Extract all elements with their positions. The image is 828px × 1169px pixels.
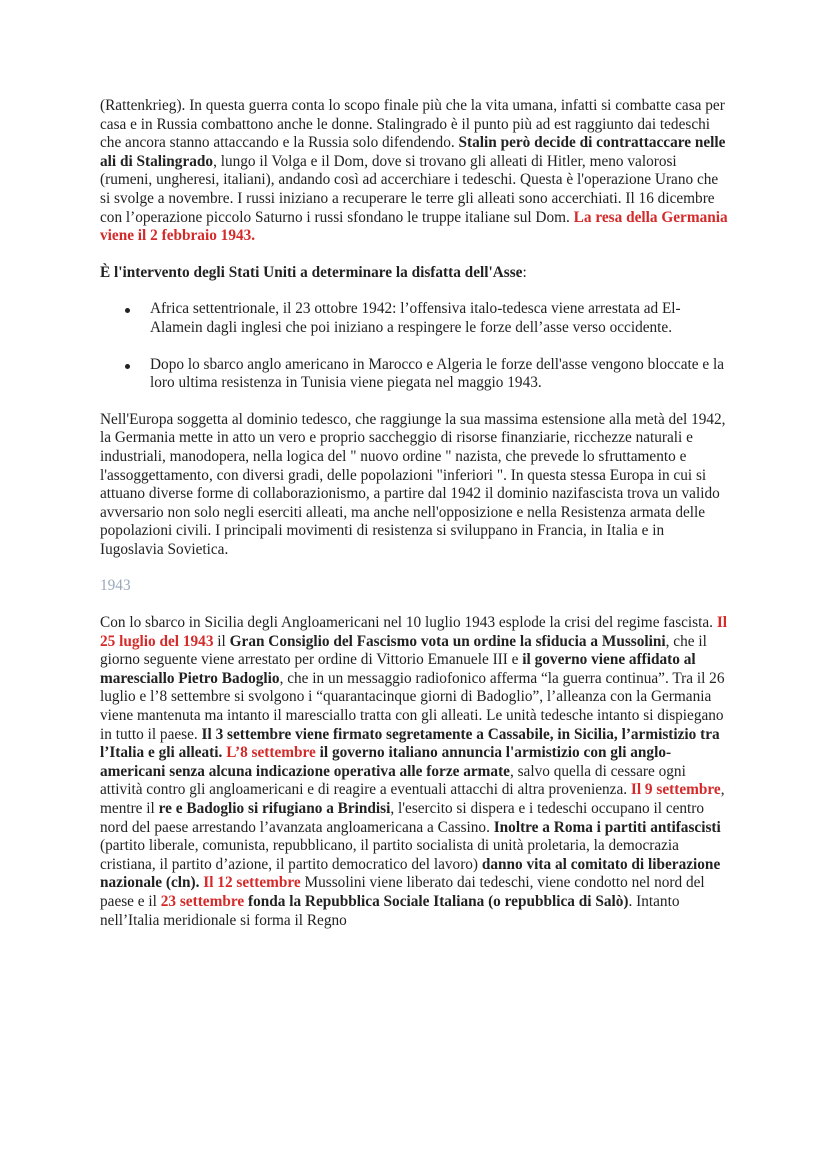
- bold-stalin-counterattack: Stalin però decide di contrattaccare nelle ali di Stalingrado: [100, 134, 726, 170]
- date-highlight: L’8 settembre: [226, 744, 316, 762]
- bold-text: fonda la Repubblica Sociale Italiana (o repubblica di Salò): [247, 892, 629, 910]
- list-item: Dopo lo sbarco anglo americano in Marocco e Algeria le forze dell'asse vengono bloccate e la loro ultima resistenza in Tunisia viene piegata nel maggio 1943.: [100, 356, 730, 393]
- date-highlight: 23 settembre: [160, 892, 245, 910]
- text-segment: , mentre il: [100, 781, 725, 817]
- text-segment: il: [213, 632, 230, 650]
- text-segment: Con lo sbarco in Sicilia degli Angloamericani nel 10 luglio 1943 esplode la crisi del regime fascista.: [100, 614, 717, 632]
- text-segment: , che in un messaggio radiofonico afferma “la guerra continua”. Tra il 26 luglio e l’8 settembre si svolgono i “quarantacinque giorni di Badoglio”, l’alleanza con la Germania viene mantenuta ma intanto il maresciallo tratta con gli alleati. Le unità tedesche intanto si dispiegano in tutto il paese.: [100, 669, 725, 743]
- text-segment: , che il giorno seguente viene arrestato per ordine di Vittorio Emanuele III e: [100, 632, 707, 669]
- date-highlight: Il 25 luglio del 1943: [100, 614, 728, 650]
- bullet-icon: [125, 364, 130, 369]
- document-body: [100, 97, 730, 930]
- list-item: Africa settentrionale, il 23 ottobre 1942: l’offensiva italo-tedesca viene arrestata ad El-Alamein dagli inglesi che poi iniziano a respingere le forze dell’asse verso occidente.: [100, 300, 730, 337]
- heading-usa-intervention: È l'intervento degli Stati Uniti a determinare la disfatta dell'Asse:: [100, 263, 527, 281]
- section-heading-1943: 1943: [100, 577, 131, 595]
- bold-text: Il 3 settembre viene firmato segretamente a Cassabile, in Sicilia, l’armistizio tra l’Italia e gli alleati.: [100, 725, 720, 762]
- text-segment: , salvo quella di cessare ogni attività contro gli angloamericani e di reagire a eventuali attacchi di altra provenienza.: [100, 762, 686, 799]
- date-highlight: Il 12 settembre: [203, 874, 301, 892]
- bold-text: il governo italiano annuncia l'armistizio con gli anglo-americani senza alcuna indicazione operativa alle forze armate: [100, 744, 672, 780]
- bold-text: re e Badoglio si rifugiano a Brindisi: [158, 800, 391, 817]
- bold-text: Gran Consiglio del Fascismo vota un ordine la sfiducia a Mussolini: [229, 632, 666, 650]
- bold-text: danno vita al comitato di liberazione nazionale (cln).: [100, 855, 721, 892]
- bold-text: Inoltre a Roma i partiti antifascisti: [493, 818, 721, 836]
- paragraph-europa: Nell'Europa soggetta al dominio tedesco, che raggiunge la sua massima estensione alla metà del 1942, la Germania mette in atto un vero e proprio saccheggio di risorse finanziarie, ricchezze naturali e industriali, manodopera, nella logica del " nuovo ordine " nazista, che prevede lo sfruttamento e l'assoggettamento, con diversi gradi, delle popolazioni "inferiori ". In questa stessa Europa in cui si attuano diverse forme di collaborazionismo, a partire dal 1942 il dominio nazifascista trova un valido avversario non solo negli eserciti alleati, ma anche nell'opposizione e nella Resistenza armata delle popolazioni civili. I principali movimenti di resistenza si sviluppano in Francia, in Italia e in Iugoslavia Sovietica.: [100, 410, 726, 558]
- paragraph-1943: [100, 614, 730, 930]
- bullet-list: [100, 300, 730, 392]
- bold-text: il governo viene affidato al maresciallo Pietro Badoglio: [100, 651, 696, 687]
- text-segment: . Intanto nell’Italia meridionale si forma il Regno: [100, 892, 680, 929]
- text-segment: Mussolini viene liberato dai tedeschi, viene condotto nel nord del paese e il: [100, 874, 705, 910]
- bullet-icon: [125, 308, 130, 313]
- date-highlight: Il 9 settembre: [630, 781, 721, 799]
- text-segment: , l'esercito si dispera e i tedeschi occupano il centro nord del paese arrestando l’avanzata angloamericana a Cassino.: [100, 800, 705, 836]
- text-segment: (partito liberale, comunista, repubblicano, il partito socialista di unità proletaria, la democrazia cristiana, il partito d’azione, il partito democratico del lavoro): [100, 837, 679, 873]
- highlight-germany-surrender: La resa della Germania viene il 2 febbraio 1943.: [100, 208, 728, 245]
- paragraph-stalingrado: (Rattenkrieg). In questa guerra conta lo scopo finale più che la vita umana, infatti si combatte casa per casa e in Russia combattono anche le donne. Stalingrado è il punto più ad est raggiunto dai tedeschi che ancora stanno attaccando e la Russia solo difendendo. Stalin però decide di contrattaccare nelle ali di Stalingrado, lungo il Volga e il Dom, dove si trovano gli alleati di Hitler, meno valorosi (rumeni, ungheresi, italiani), andando così ad accerchiare i tedeschi. Questa è l'operazione Urano che si svolge a novembre. I russi iniziano a recuperare le terre gli alleati sono accerchiati. Il 16 dicembre con l’operazione piccolo Saturno i russi sfondano le truppe italiane sul Dom. La resa della Germania viene il 2 febbraio 1943.: [100, 97, 728, 245]
